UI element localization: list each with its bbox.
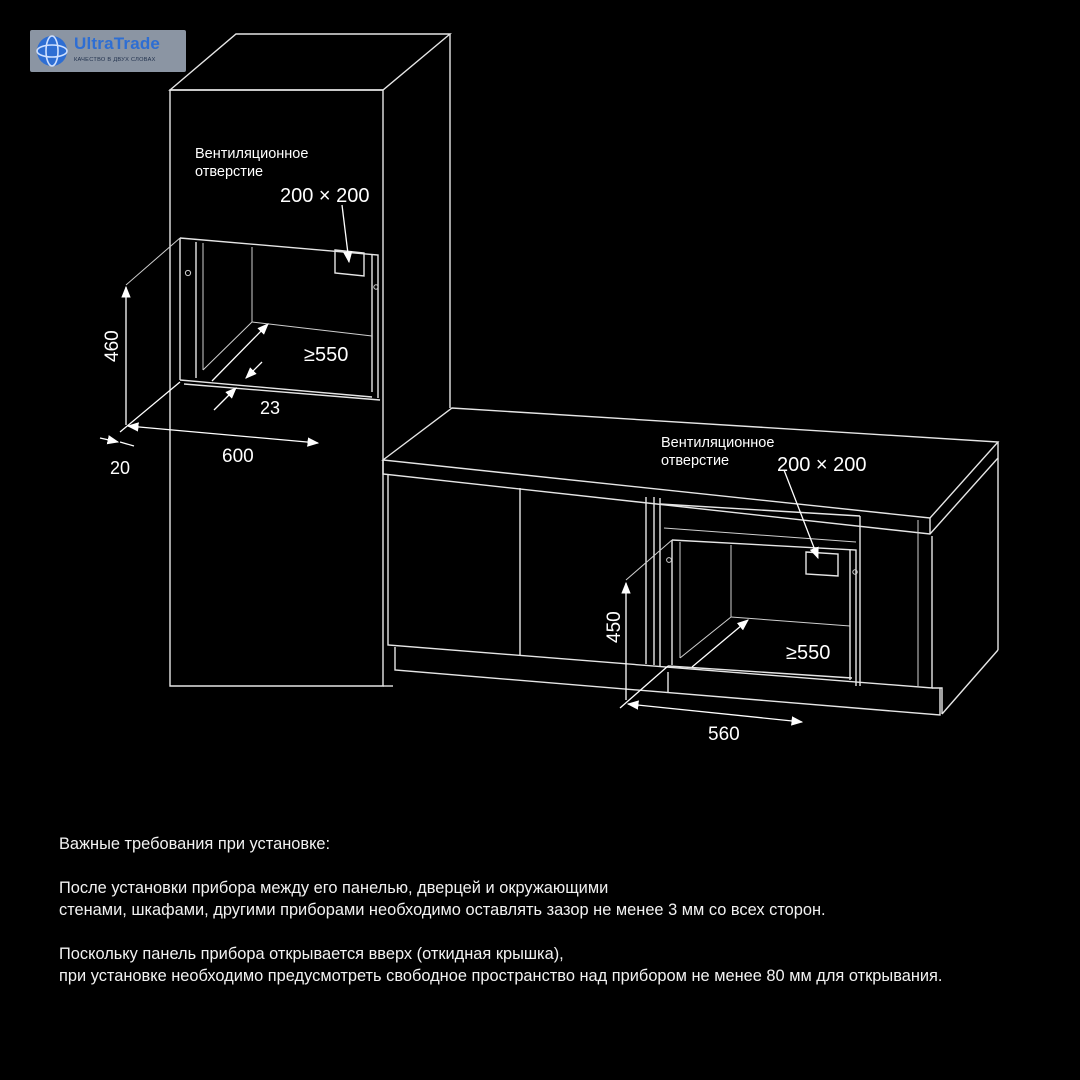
notes-paragraph-2-line-1: Поскольку панель прибора открывается вверх (откидная крышка), bbox=[59, 945, 564, 963]
tall-cabinet-niche bbox=[180, 238, 380, 400]
tall-height-label: 460 bbox=[102, 330, 123, 362]
base-vent-label-line1: Вентиляционное bbox=[661, 435, 775, 451]
notes-paragraph-2-line-2: при установке необходимо предусмотреть свободное пространство над прибором не менее 80 мм для открывания. bbox=[59, 967, 943, 985]
base-vent-label-line2: отверстие bbox=[661, 453, 730, 469]
tall-depth-label: ≥550 bbox=[304, 344, 349, 366]
installation-notes bbox=[59, 833, 1069, 987]
base-width-label: 560 bbox=[708, 724, 740, 745]
notes-heading: Важные требования при установке: bbox=[59, 835, 331, 853]
tall-front-gap-label: 20 bbox=[110, 458, 131, 478]
brand-tagline: КАЧЕСТВО В ДВУХ СЛОВАХ bbox=[74, 57, 156, 63]
base-height-label: 450 bbox=[604, 611, 625, 643]
base-vent-size: 200 × 200 bbox=[777, 454, 867, 476]
base-depth-label: ≥550 bbox=[786, 642, 831, 664]
tall-vent-label-line1: Вентиляционное bbox=[195, 146, 309, 162]
tall-vent-label-line2: отверстие bbox=[195, 164, 264, 180]
tall-vent-size: 200 × 200 bbox=[280, 185, 370, 207]
tall-width-label: 600 bbox=[222, 446, 254, 467]
notes-paragraph-1-line-2: стенами, шкафами, другими приборами необходимо оставлять зазор не менее 3 мм со всех сторон. bbox=[59, 901, 826, 919]
brand-name: UltraTrade bbox=[74, 34, 161, 53]
notes-paragraph-1-line-1: После установки прибора между его панелью, дверцей и окружающими bbox=[59, 879, 609, 897]
tall-side-gap-label: 23 bbox=[260, 398, 281, 418]
